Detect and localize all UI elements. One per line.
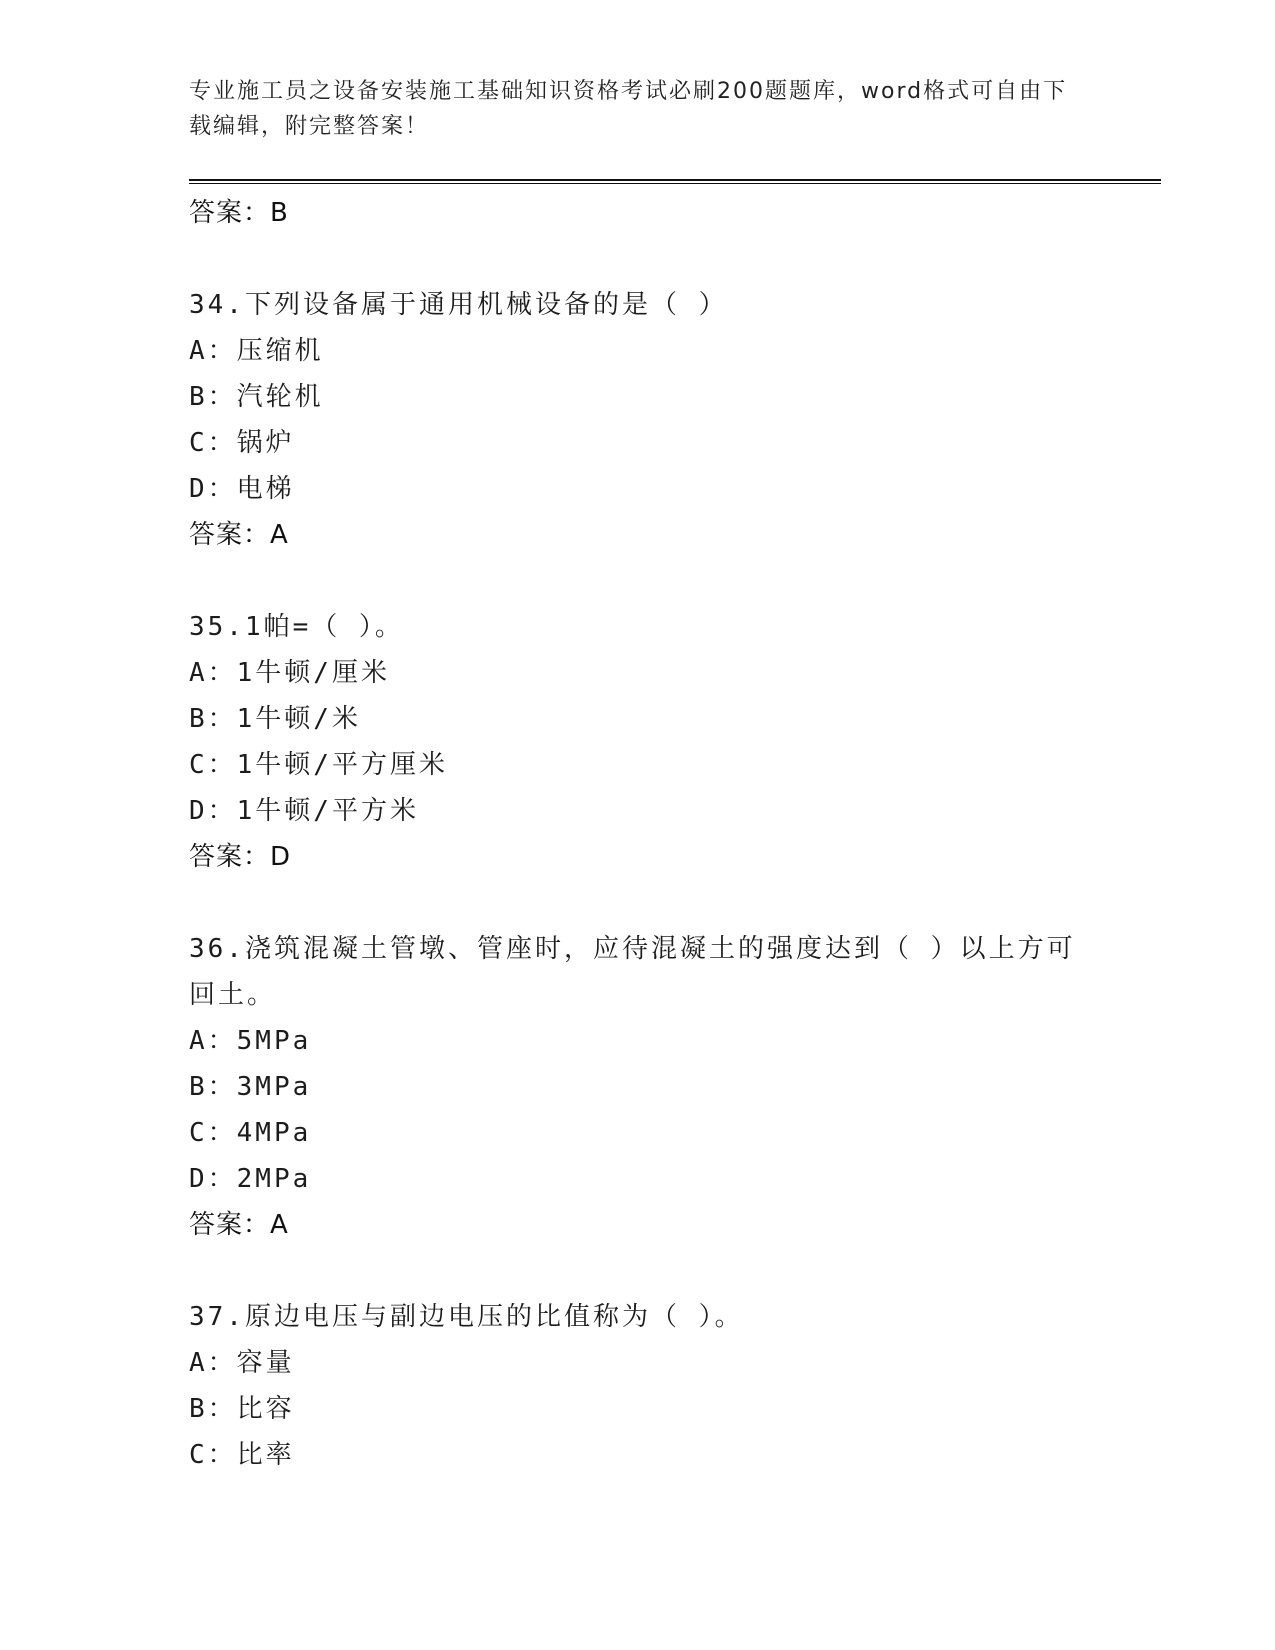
option-b: B：比容 xyxy=(189,1394,295,1424)
header-divider xyxy=(189,179,1161,184)
option-d: D：1牛顿/平方米 xyxy=(189,796,419,826)
option-a: A：容量 xyxy=(189,1348,295,1378)
spacer xyxy=(189,880,1089,926)
spacer xyxy=(189,1248,1089,1294)
option-b: B：3MPa xyxy=(189,1072,312,1102)
option-d: D：电梯 xyxy=(189,474,295,504)
option-a: A：1牛顿/厘米 xyxy=(189,658,390,688)
option-b: B：汽轮机 xyxy=(189,382,324,412)
answer-line: 答案：A xyxy=(189,520,289,550)
answer-line: 答案：A xyxy=(189,1210,289,1240)
option-a: A：5MPa xyxy=(189,1026,312,1056)
question-text: 34.下列设备属于通用机械设备的是（ ） xyxy=(189,290,728,320)
question-text: 35.1帕=（ ）。 xyxy=(189,612,404,642)
option-c: C：比率 xyxy=(189,1440,295,1470)
option-c: C：锅炉 xyxy=(189,428,295,458)
spacer xyxy=(189,236,1089,282)
question-text: 37.原边电压与副边电压的比值称为（ ）。 xyxy=(189,1302,744,1332)
option-a: A：压缩机 xyxy=(189,336,324,366)
option-d: D：2MPa xyxy=(189,1164,312,1194)
question-list xyxy=(189,190,1089,1478)
option-b: B：1牛顿/米 xyxy=(189,704,361,734)
answer-line: 答案：B xyxy=(189,198,289,228)
page-header-title: 专业施工员之设备安装施工基础知识资格考试必刷200题题库，word格式可自由下载编辑，附完整答案！ xyxy=(189,79,1068,139)
spacer xyxy=(189,558,1089,604)
option-c: C：4MPa xyxy=(189,1118,312,1148)
option-c: C：1牛顿/平方厘米 xyxy=(189,750,448,780)
question-text: 36.浇筑混凝土管墩、管座时，应待混凝土的强度达到（ ）以上方可回土。 xyxy=(189,934,1076,1010)
answer-line: 答案：D xyxy=(189,842,292,872)
